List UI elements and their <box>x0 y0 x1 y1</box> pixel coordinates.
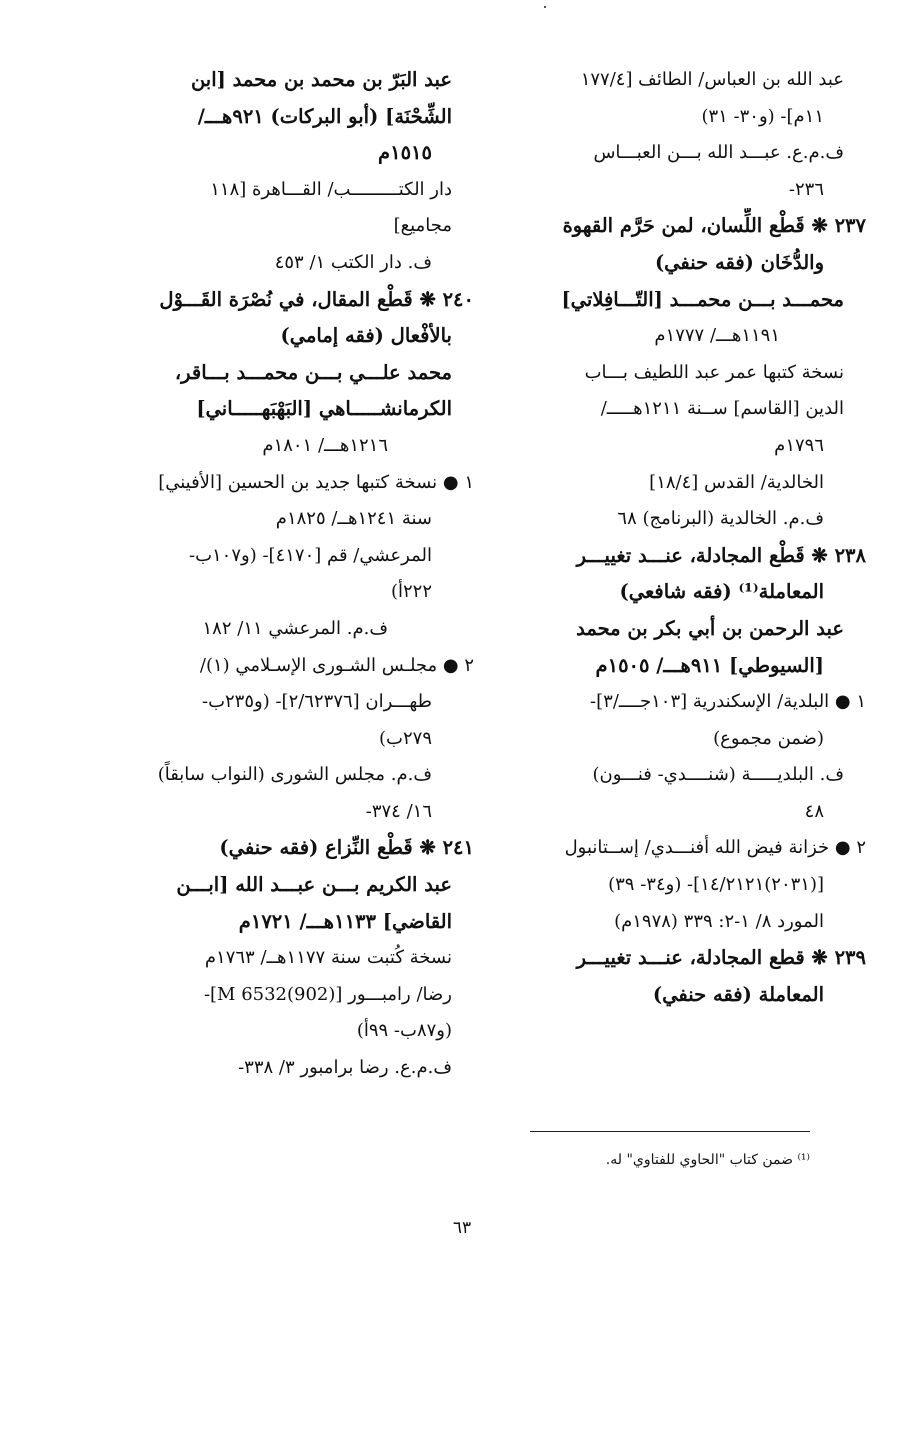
right-column-line: ١ ● البلدية/ الإسكندرية [١٠٣جــــ/٣]- <box>590 691 866 713</box>
right-column-line: ١١٩١هـــ/ ١٧٧٧م <box>654 325 780 347</box>
left-column-line: ٢ ● مجلـس الشـورى الإسـلامي (١)/ <box>199 654 474 676</box>
footnote: ⁽¹⁾ ضمن كتاب "الحاوي للفتاوي" له. <box>605 1152 810 1168</box>
right-column-line: عبد الرحمن بن أبي بكر بن محمد <box>576 616 844 640</box>
left-column-line: الكرمانشـــــاهي [البَهْبَهـــــاني] <box>196 397 452 421</box>
left-column-line: ١٥١٥م <box>378 141 432 165</box>
right-column-line: ٢٣٨ ❋ قَطْع المجادلة، عنـــد تغييـــر <box>576 543 866 567</box>
left-column-line: (و٨٧ب- ٩٩أ) <box>356 1020 452 1042</box>
left-column-line: ف.م. المرعشي ١١/ ١٨٢ <box>202 617 388 639</box>
left-column-line: مجاميع] <box>393 215 452 237</box>
page-number: ٦٣ <box>452 1218 472 1238</box>
left-column-line: القاضي] ١١٣٣هـــ/ ١٧٢١م <box>238 909 452 933</box>
left-column-line: عبد البَرّ بن محمد بن محمد [ابن <box>190 68 452 91</box>
left-column-line: ١٢١٦هـــ/ ١٨٠١م <box>262 434 388 456</box>
right-column-line: ٢٣٧ ❋ قَطْع اللِّسان، لمن حَرَّم القهوة <box>562 214 866 238</box>
right-column-line: (ضمن مجموع) <box>713 727 824 749</box>
right-column-line: الدين [القاسم] ســنة ١٢١١هـــــ/ <box>600 398 844 420</box>
right-column-line: ف. البلديـــــة (شنــــدي- فنـــون) <box>592 764 844 786</box>
right-column-line: ٢٣٦- <box>788 178 824 200</box>
right-column-line: ف.م.ع. عبـــد الله بـــن العبـــاس <box>593 142 844 164</box>
right-column-line: نسخة كتبها عمر عبد اللطيف بـــاب <box>584 361 844 383</box>
left-column-line: ف.م.ع. رضا برامبور ٣/ ٣٣٨- <box>238 1057 452 1079</box>
scan-speck <box>544 6 546 8</box>
right-column <box>498 62 866 1013</box>
right-column-line: والدُّخَان (فقه حنفي) <box>654 250 824 274</box>
left-column-line: رضا/ رامبـــور [M 6532(902)]- <box>203 983 452 1005</box>
left-column-line: ٢٢٢أ) <box>390 581 432 603</box>
right-column-line: محمـــد بـــن محمـــد [التّـــافِلاتي] <box>561 287 844 311</box>
left-column-line: ف.م. مجلس الشورى (النواب سابقاً) <box>157 764 432 786</box>
right-column-line: عبد الله بن العباس/ الطائف [١٧٧/٤ <box>580 69 844 90</box>
left-column-line: المرعشي/ قم [٤١٧٠]- (و١٠٧ب- <box>188 544 432 566</box>
left-column-line: ٢٤١ ❋ قَطْع النِّزاع (فقه حنفي) <box>219 836 474 860</box>
right-column-line: ١٧٩٦م <box>774 434 824 456</box>
left-column-line: ٢٧٩ب) <box>379 727 432 749</box>
right-column-line: المعاملة (فقه حنفي) <box>652 982 824 1006</box>
left-column-line: سنة ١٢٤١هــ/ ١٨٢٥م <box>275 508 432 530</box>
left-column-line: الشِّحْنَة] (أبو البركات) ٩٢١هـــ/ <box>197 104 452 128</box>
left-column-line: ١٦/ ٣٧٤- <box>365 800 432 822</box>
left-column-line: دار الكتـــــــــب/ القـــاهرة [١١٨ <box>210 178 452 200</box>
right-column-line: ١١م]- (و٣٠- ٣١) <box>701 105 824 127</box>
left-column-line: عبد الكريم بـــن عبـــد الله [ابـــن <box>176 873 452 897</box>
right-column-line: ٢٣٩ ❋ قطع المجادلة، عنـــد تغييـــر <box>576 946 866 970</box>
left-column-line: طهـــران [٢/٦٢٣٧٦]- (و٢٣٥ب- <box>201 691 432 713</box>
left-column-line: محمد علـــي بـــن محمـــد بـــاقر، <box>174 360 452 384</box>
left-column-line: ١ ● نسخة كتبها جديد بن الحسين [الأفيني] <box>158 471 474 493</box>
right-column-line: المورد ٨/ ١-٢: ٣٣٩ (١٩٧٨م) <box>614 910 824 932</box>
left-column-line: ف. دار الكتب ١/ ٤٥٣ <box>274 251 432 273</box>
left-column-line: ٢٤٠ ❋ قَطْع المقال، في نُصْرَة القَـــوْل <box>159 287 474 311</box>
right-column-line: [السيوطي] ٩١١هـــ/ ١٥٠٥م <box>595 653 824 677</box>
footnote-rule <box>530 1131 810 1132</box>
right-column-line: ف.م. الخالدية (البرنامج) ٦٨ <box>617 508 824 530</box>
right-column-line: [(٢٠٣١)١٤/٢١٢١]- (و٣٤- ٣٩) <box>608 874 824 896</box>
left-column <box>76 62 474 1087</box>
left-column-line: بالأفْعال (فقه إمامي) <box>280 324 452 348</box>
right-column-line: المعاملة⁽¹⁾ (فقه شافعي) <box>619 580 824 604</box>
right-column-line: ٤٨ <box>804 800 824 822</box>
right-column-line: ٢ ● خزانة فيض الله أفنـــدي/ إســتانبول <box>564 837 866 859</box>
left-column-line: نسخة كُتبت سنة ١١٧٧هــ/ ١٧٦٣م <box>204 947 452 969</box>
right-column-line: الخالدية/ القدس [١٨/٤] <box>649 471 824 493</box>
